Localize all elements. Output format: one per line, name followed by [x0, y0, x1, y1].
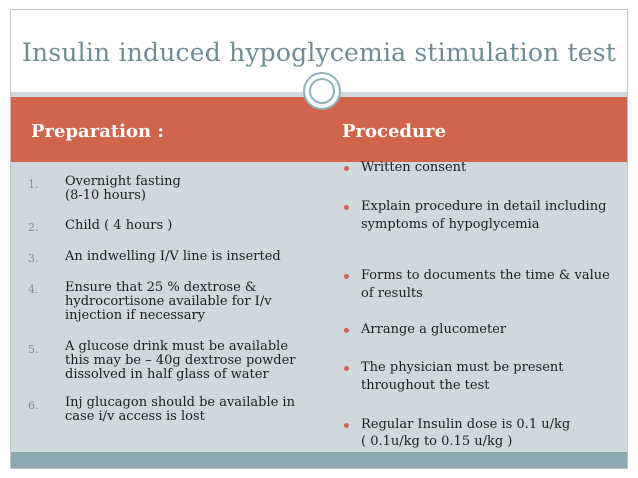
item-line: throughout the test — [361, 378, 490, 393]
item-line: ( 0.1u/kg to 0.15 u/kg ) — [361, 434, 513, 449]
item-number: 5. — [28, 343, 39, 356]
slide-title: Insulin induced hypoglycemia stimulation test — [21, 38, 617, 67]
item-line: of results — [361, 286, 423, 301]
item-line: Ensure that 25 % dextrose & — [65, 280, 257, 295]
bullet-icon — [344, 166, 349, 171]
item-line: Inj glucagon should be available in — [65, 395, 295, 410]
item-line: Written consent — [361, 160, 467, 175]
item-line: this may be – 40g dextrose powder — [65, 353, 296, 368]
item-number: 1. — [28, 178, 39, 191]
item-line: An indwelling I/V line is inserted — [65, 249, 281, 264]
item-line: Child ( 4 hours ) — [65, 218, 173, 233]
item-line: injection if necessary — [65, 308, 206, 323]
decorative-inner-circle-icon — [309, 78, 335, 104]
procedure-heading: Procedure — [342, 121, 447, 142]
bullet-icon — [344, 205, 349, 210]
item-line: Regular Insulin dose is 0.1 u/kg — [361, 417, 571, 432]
item-line: Explain procedure in detail including — [361, 199, 607, 214]
item-line: Forms to documents the time & value — [361, 268, 610, 283]
item-line: The physician must be present — [361, 360, 564, 375]
item-line: hydrocortisone available for I/v — [65, 294, 272, 309]
item-number: 6. — [28, 399, 39, 412]
bullet-icon — [344, 423, 349, 428]
item-line: dissolved in half glass of water — [65, 367, 269, 382]
footer-band — [11, 452, 627, 468]
item-number: 4. — [28, 283, 39, 296]
preparation-heading: Preparation : — [31, 121, 165, 142]
item-line: Arrange a glucometer — [361, 322, 507, 337]
item-number: 3. — [28, 252, 39, 265]
item-number: 2. — [28, 221, 39, 234]
item-line: Overnight fasting — [65, 174, 181, 189]
bullet-icon — [344, 274, 349, 279]
item-line: symptoms of hypoglycemia — [361, 217, 540, 232]
item-line: (8-10 hours) — [65, 188, 146, 203]
bullet-icon — [344, 366, 349, 371]
item-line: case i/v access is lost — [65, 409, 205, 424]
item-line: A glucose drink must be available — [65, 339, 289, 354]
bullet-icon — [344, 328, 349, 333]
slide — [10, 9, 628, 469]
